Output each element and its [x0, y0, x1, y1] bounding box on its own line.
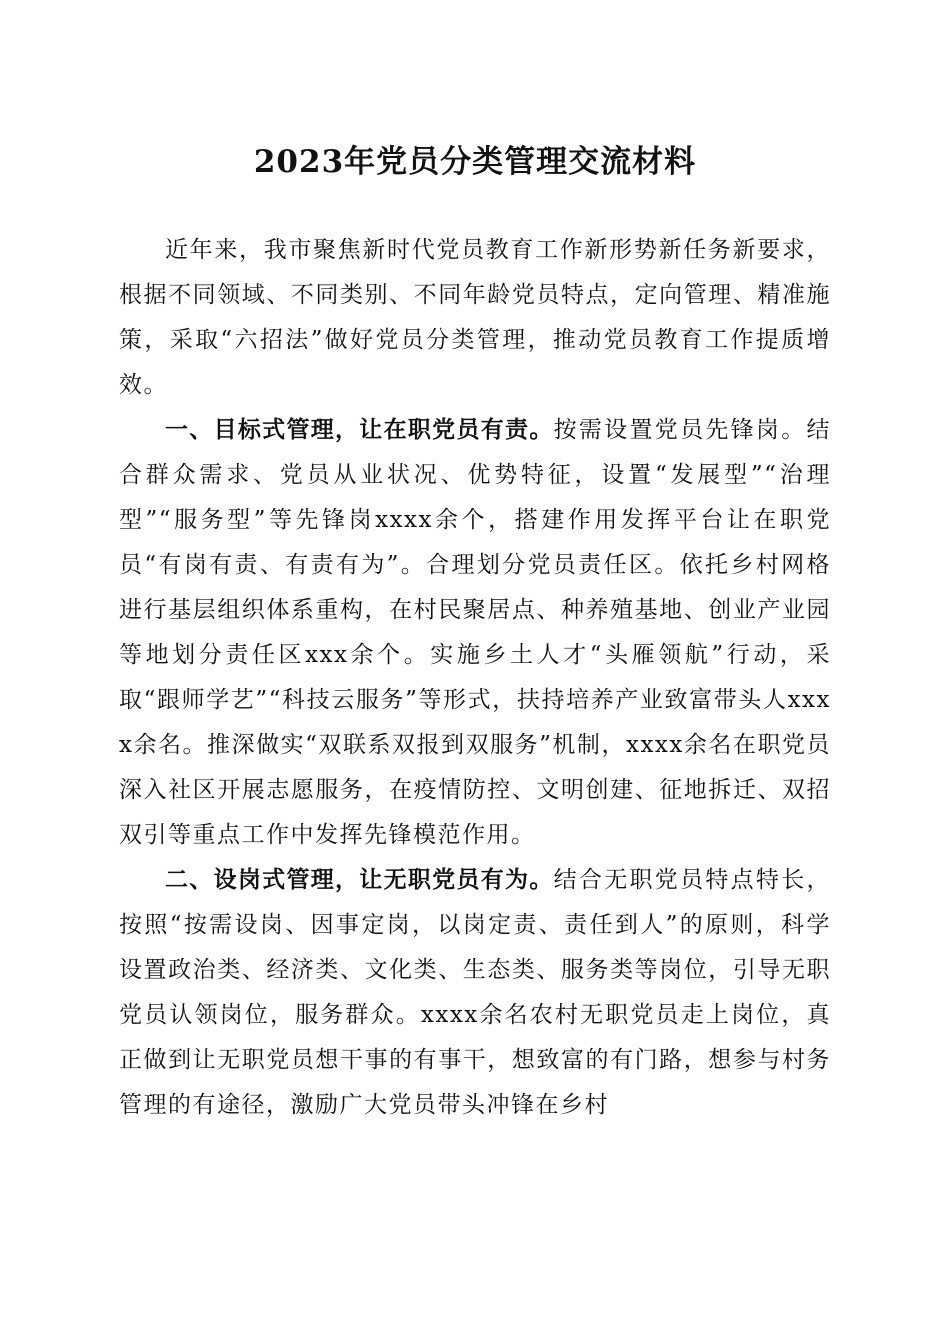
section-heading-1: 一、目标式管理，让在职党员有责。	[165, 417, 554, 443]
section-paragraph-1	[119, 408, 831, 858]
document-title: 2023年党员分类管理交流材料	[253, 144, 697, 180]
section-text-2: 结合无职党员特点特长，按照“按需设岗、因事定岗，以岗定责、责任到人”的原则，科学设置政治类、经济类、文化类、生态类、服务类等岗位，引导无职党员认领岗位，服务群众。xxxx余名农村无职党员走上岗位，真正做到让无职党员想干事的有事干，想致富的有门路，想参与村务管理的有途径，激励广大党员带头冲锋在乡村	[119, 867, 832, 1118]
section-paragraph-2	[119, 858, 831, 1128]
document-body	[119, 228, 831, 1128]
intro-paragraph: 近年来，我市聚焦新时代党员教育工作新形势新任务新要求，根据不同领域、不同类别、不同年龄党员特点，定向管理、精准施策，采取“六招法”做好党员分类管理，推动党员教育工作提质增效。	[119, 237, 831, 398]
section-heading-2: 二、设岗式管理，让无职党员有为。	[165, 867, 554, 893]
section-text-1: 按需设置党员先锋岗。结合群众需求、党员从业状况、优势特征，设置“发展型”“治理型”“服务型”等先锋岗xxxx余个，搭建作用发挥平台让在职党员“有岗有责、有责有为”。合理划分党员责任区。依托乡村网格进行基层组织体系重构，在村民聚居点、种养殖基地、创业产业园等地划分责任区xxx余个。实施乡土人才“头雁领航”行动，采取“跟师学艺”“科技云服务”等形式，扶持培养产业致富带头人xxxx余名。推深做实“双联系双报到双服务”机制，xxxx余名在职党员深入社区开展志愿服务，在疫情防控、文明创建、征地拆迁、双招双引等重点工作中发挥先锋模范作用。	[119, 417, 832, 848]
